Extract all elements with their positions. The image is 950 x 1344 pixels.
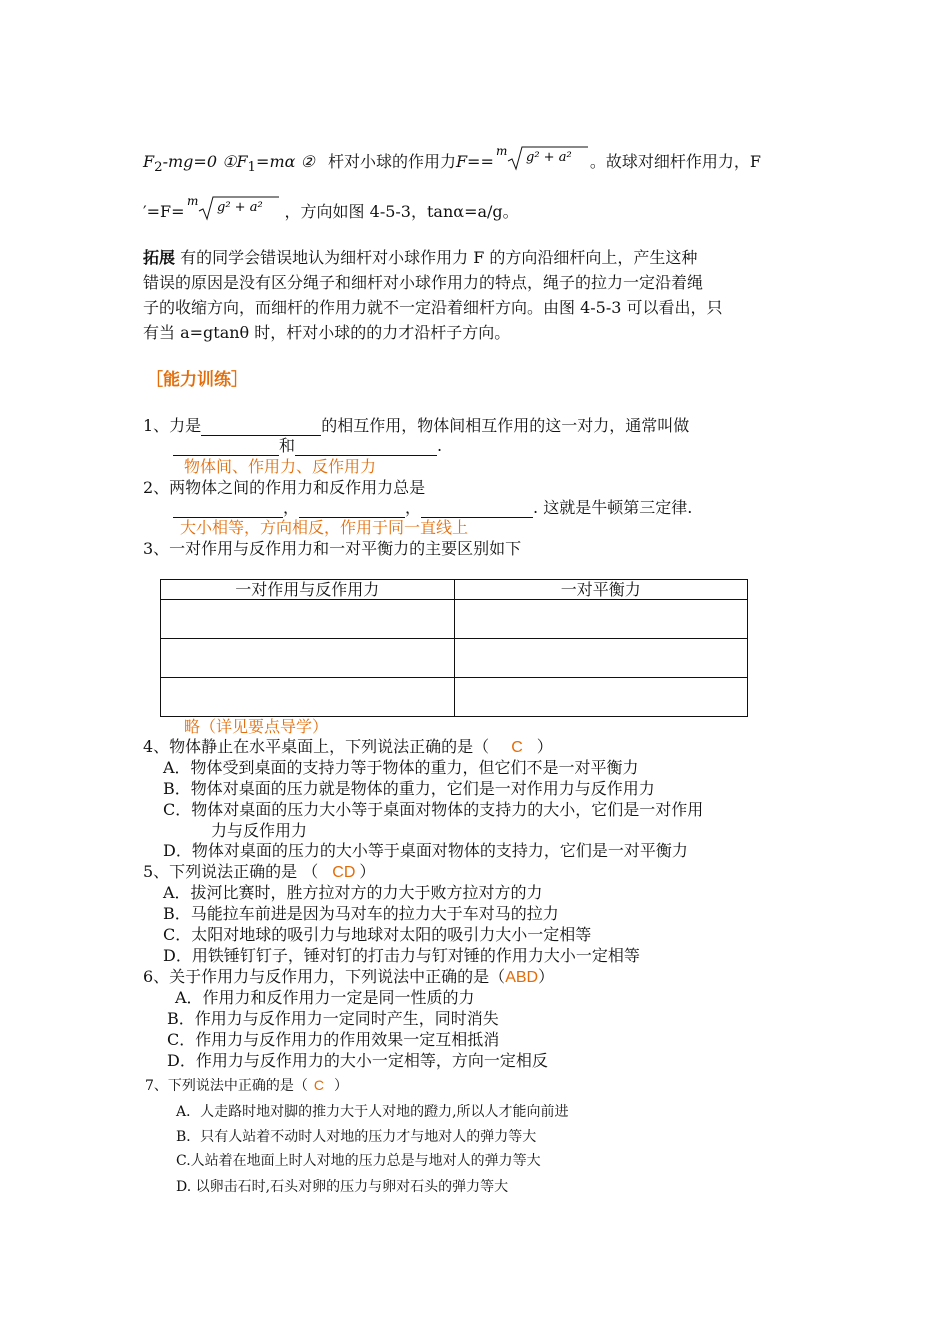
f2-subscript: 2 [154,160,163,176]
q7-option-c: C.人站着在地面上时人对地的压力总是与地对人的弹力等大 [176,1153,541,1169]
table-header-row [161,580,748,600]
q2-stem-2 [173,498,692,518]
q1-text-a: 1、力是 [143,416,202,435]
sqrt-formula-2 [185,193,281,228]
table-cell [454,639,748,678]
table-cell [161,639,455,678]
sqrt-m: m [186,194,198,208]
sqrt-m: m [495,144,508,158]
q6-option-a: A．作用力和反作用力一定是同一性质的力 [175,988,475,1007]
table-cell [454,678,748,717]
formula-part: -mg=0 ① [162,152,237,171]
q1-text-c: 和 [279,436,296,455]
q2-sep: ， [283,498,300,517]
table-row [161,639,748,678]
table-header-col2: 一对平衡力 [454,580,748,600]
table-row [161,678,748,717]
q3-stem: 3、一对作用与反作用力和一对平衡力的主要区别如下 [143,539,522,558]
q4-text: 4、物体静止在水平桌面上，下列说法正确的是（ [143,737,490,756]
q2-blank-2 [299,501,405,518]
q3-answer: 略（详见要点导学） [184,717,329,736]
extension-label: 拓展 [143,248,176,267]
formula-text: ，方向如图 4-5-3，tanα=a/g。 [284,202,519,221]
q7-option-d: D. 以卵击石时,石头对卵的压力与卵对石头的弹力等大 [176,1179,509,1195]
q2-answer: 大小相等，方向相反，作用于同一直线上 [180,518,469,537]
q4-answer: C [511,739,523,756]
q4-option-c: C．物体对桌面的压力大小等于桌面对物体的支持力的大小，它们是一对作用 [163,800,704,819]
formula-line-2 [143,193,519,228]
q2-blank-1 [173,501,283,518]
q6-option-d: D．作用力与反作用力的大小一定相等，方向一定相反 [167,1051,548,1070]
q7-option-a: A．人走路时地对脚的推力大于人对地的蹬力,所以人才能向前进 [176,1104,569,1120]
q6-close: ） [538,967,555,986]
q4-close: ） [536,737,553,756]
q1-answer: 物体间、作用力、反作用力 [184,457,377,476]
extension-line-2: 错误的原因是没有区分绳子和细杆对小球作用力的特点，绳子的拉力一定沿着绳 [143,273,704,292]
q1-stem [143,416,689,436]
q6-option-b: B．作用力与反作用力一定同时产生，同时消失 [167,1009,499,1028]
extension-line-1 [143,248,697,268]
q1-text-d: . [437,436,443,455]
table-row [161,600,748,639]
formula-part: =mα ② [256,152,315,171]
f2-symbol: F [143,152,155,171]
table-cell [161,678,455,717]
q6-text: 6、关于作用力与反作用力，下列说法中正确的是（ [143,967,506,986]
q7-answer: C [313,1077,325,1093]
q4-option-d: D．物体对桌面的压力的大小等于桌面对物体的支持力，它们是一对平衡力 [163,841,688,860]
sqrt-image [494,143,590,173]
extension-text: 有的同学会错误地认为细杆对小球作用力 F 的方向沿细杆向上，产生这种 [180,248,698,267]
q5-option-d: D．用铁锤钉钉子，锤对钉的打击力与钉对锤的作用力大小一定相等 [163,946,640,965]
q5-close: ） [359,862,376,881]
q7-close: ） [334,1078,349,1094]
q5-option-c: C．太阳对地球的吸引力与地球对太阳的吸引力大小一定相等 [163,925,592,944]
sqrt-expression: g² + a² [525,150,572,165]
q4-option-b: B．物体对桌面的压力就是物体的重力，它们是一对作用力与反作用力 [163,779,655,798]
f1-symbol: F [236,152,248,171]
q1-stem-2 [173,436,442,456]
q1-blank-3 [295,439,437,456]
q1-blank-2 [173,439,279,456]
table-cell [454,600,748,639]
formula-text: ′=F= [143,202,185,221]
q2-text-end: . 这就是牛顿第三定律. [533,498,693,517]
table-header-col1: 一对作用与反作用力 [161,580,455,600]
f1-subscript: 1 [247,160,257,176]
q7-text: 7、下列说法中正确的是（ [145,1078,308,1094]
q5-text: 5、下列说法正确的是 （ [143,862,319,881]
q7-stem [145,1075,348,1096]
sqrt-image [185,193,281,223]
q7-option-b: B．只有人站着不动时人对地的压力才与地对人的弹力等大 [176,1129,537,1145]
q1-blank-1 [201,419,321,436]
q4-option-a: A．物体受到桌面的支持力等于物体的重力，但它们不是一对平衡力 [163,758,639,777]
extension-line-4: 有当 a=gtanθ 时，杆对小球的的力才沿杆子方向。 [143,323,511,342]
q5-stem [143,862,375,883]
formula-text: 。故球对细杆作用力，F [589,152,761,171]
sqrt-expression: g² + a² [216,200,263,215]
extension-line-3: 子的收缩方向，而细杆的作用力就不一定沿着细杆方向。由图 4-5-3 可以看出，只 [143,298,723,317]
q4-stem [143,737,553,758]
q6-option-c: C．作用力与反作用力的作用效果一定互相抵消 [167,1030,500,1049]
section-title: ［能力训练］ [146,370,248,390]
formula-text: 杆对小球的作用力 [327,152,456,171]
q1-text-b: 的相互作用，物体间相互作用的这一对力，通常叫做 [321,416,690,435]
formula-part: F== [455,152,494,171]
sqrt-formula-1 [494,143,590,178]
q6-stem [143,967,554,988]
q5-option-a: A．拔河比赛时，胜方拉对方的力大于败方拉对方的力 [163,883,543,902]
q5-option-b: B．马能拉车前进是因为马对车的拉力大于车对马的拉力 [163,904,559,923]
q6-answer: ABD [505,969,539,986]
q5-answer: CD [332,864,356,881]
table-cell [161,600,455,639]
q2-blank-3 [421,501,533,518]
formula-line-1 [143,143,761,178]
comparison-table [160,579,748,717]
q2-stem: 2、两物体之间的作用力和反作用力总是 [143,478,426,497]
q2-sep: ， [405,498,422,517]
q4-option-c-cont: 力与反作用力 [211,821,308,840]
